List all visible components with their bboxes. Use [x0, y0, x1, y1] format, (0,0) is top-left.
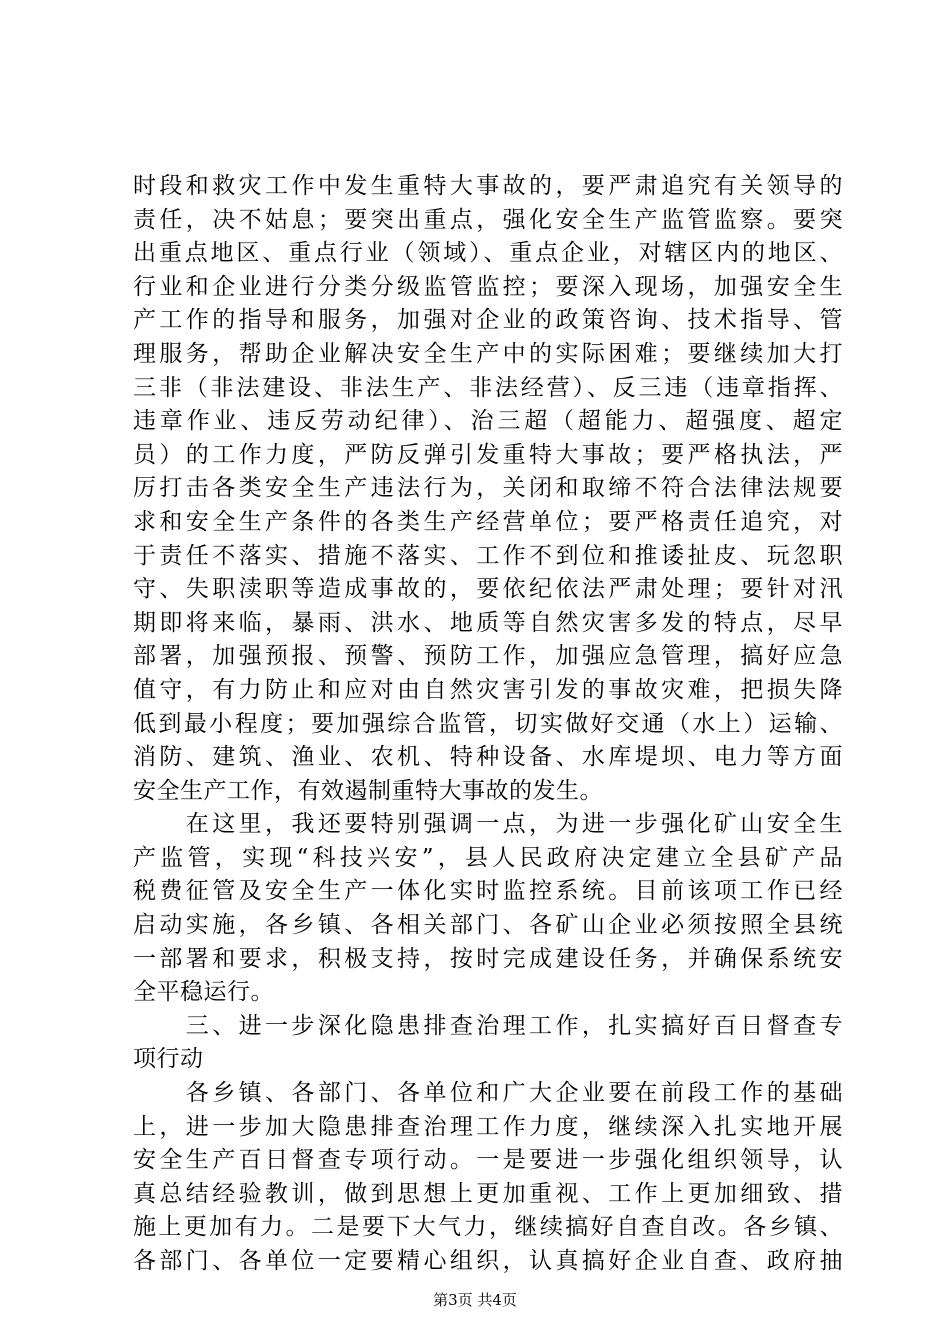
- text-line: 值守，有力防止和应对由自然灾害引发的事故灾难，把损失降: [133, 676, 843, 703]
- text-line: 上，进一步加大隐患排查治理工作力度，继续深入扎实地开展: [133, 1113, 843, 1140]
- text-line: 安全生产工作，有效遏制重特大事故的发生。: [133, 777, 603, 804]
- text-line: 出重点地区、重点行业（领域）、重点企业，对辖区内的地区、: [133, 240, 843, 267]
- text-line: 产工作的指导和服务，加强对企业的政策咨询、技术指导、管: [133, 307, 843, 334]
- text-line: 产监管，实现“科技兴安”，县人民政府决定建立全县矿产品: [133, 844, 843, 871]
- section-heading-line: 项行动: [133, 1046, 204, 1073]
- text-line: 真总结经验教训，做到思想上更加重视、工作上更加细致、措: [133, 1180, 843, 1207]
- text-line: 责任，决不姑息；要突出重点，强化安全生产监管监察。要突: [133, 206, 843, 233]
- text-line: 消防、建筑、渔业、农机、特种设备、水库堤坝、电力等方面: [133, 744, 843, 771]
- text-line: 厉打击各类安全生产违法行为，关闭和取缔不符合法律法规要: [133, 475, 843, 502]
- text-line: 一部署和要求，积极支持，按时完成建设任务，并确保系统安: [133, 945, 843, 972]
- text-line: 各部门、各单位一定要精心组织，认真搞好企业自查、政府抽: [133, 1248, 843, 1274]
- text-line: 低到最小程度；要加强综合监管，切实做好交通（水上）运输、: [133, 710, 843, 737]
- text-line: 员）的工作力度，严防反弹引发重特大事故；要严格执法，严: [133, 441, 843, 468]
- body-text: [133, 170, 843, 1279]
- text-line: 在这里，我还要特别强调一点，为进一步强化矿山安全生: [133, 811, 843, 838]
- text-line: 行业和企业进行分类分级监管监控；要深入现场，加强安全生: [133, 273, 843, 300]
- text-line: 时段和救灾工作中发生重特大事故的，要严肃追究有关领导的: [133, 173, 843, 199]
- text-line: 理服务，帮助企业解决安全生产中的实际困难；要继续加大打: [133, 340, 843, 367]
- text-line: 安全生产百日督查专项行动。一是要进一步强化组织领导，认: [133, 1147, 843, 1174]
- section-heading-line: 三、进一步深化隐患排查治理工作，扎实搞好百日督查专: [133, 1012, 843, 1039]
- text-line: 部署，加强预报、预警、预防工作，加强应急管理，搞好应急: [133, 643, 843, 670]
- text-line: 违章作业、违反劳动纪律）、治三超（超能力、超强度、超定: [133, 408, 843, 435]
- page-number: 第3页 共4页: [433, 1291, 517, 1309]
- text-line: 税费征管及安全生产一体化实时监控系统。目前该项工作已经: [133, 878, 843, 905]
- text-line: 期即将来临，暴雨、洪水、地质等自然灾害多发的特点，尽早: [133, 609, 843, 636]
- page-footer: [0, 1290, 950, 1310]
- text-line: 于责任不落实、措施不落实、工作不到位和推诿扯皮、玩忽职: [133, 542, 843, 569]
- text-line: 全平稳运行。: [133, 979, 274, 1006]
- text-line: 各乡镇、各部门、各单位和广大企业要在前段工作的基础: [133, 1080, 843, 1107]
- text-line: 求和安全生产条件的各类生产经营单位；要严格责任追究，对: [133, 508, 843, 535]
- text-line: 施上更加有力。二是要下大气力，继续搞好自查自改。各乡镇、: [133, 1214, 843, 1241]
- text-line: 三非（非法建设、非法生产、非法经营）、反三违（违章指挥、: [133, 374, 843, 401]
- text-line: 守、失职渎职等造成事故的，要依纪依法严肃处理；要针对汛: [133, 576, 843, 603]
- text-line: 启动实施，各乡镇、各相关部门、各矿山企业必须按照全县统: [133, 912, 843, 939]
